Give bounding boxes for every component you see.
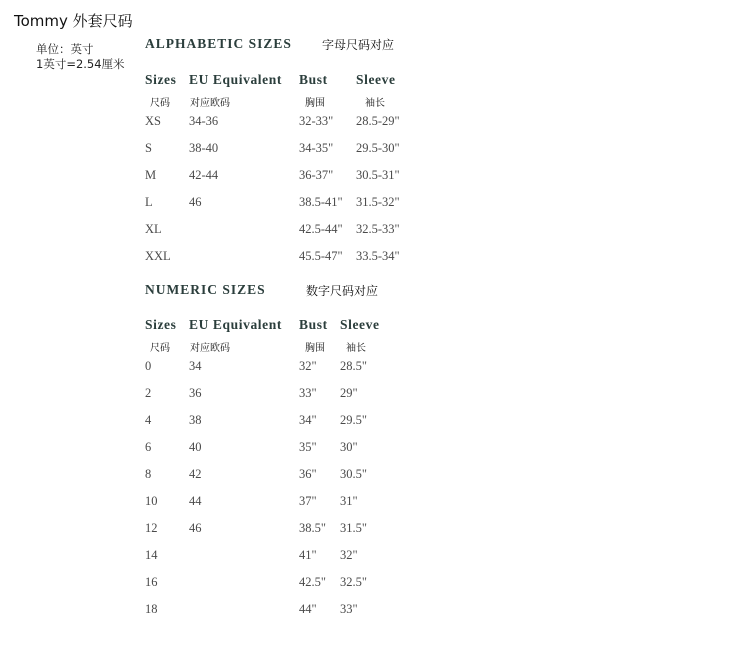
bust-cell: 34-35" [299,141,334,155]
sleeve-cell: 31.5" [340,521,367,535]
col-header-sleeve-cn: 袖长 [365,98,385,109]
col-header-bust-cn: 胸围 [305,98,325,109]
bust-cell: 41" [299,548,317,562]
col-header-bust: Bust [299,317,328,332]
bust-cell: 44" [299,602,317,616]
bust-cell: 36-37" [299,168,334,182]
bust-cell: 38.5" [299,521,326,535]
eu-cell: 34 [189,359,202,373]
size-cell: 8 [145,467,152,481]
eu-cell: 44 [189,494,202,508]
col-header-sleeve: Sleeve [340,317,380,332]
unit-label: 单位：英寸 [36,42,94,56]
size-cell: 18 [145,602,158,616]
eu-cell: 40 [189,440,202,454]
size-cell: M [145,168,157,182]
size-cell: S [145,141,152,155]
size-cell: 4 [145,413,152,427]
eu-cell: 46 [189,521,202,535]
bust-cell: 32-33" [299,114,334,128]
col-header-sleeve-cn: 袖长 [346,343,366,354]
sleeve-cell: 29.5-30" [356,141,400,155]
sleeve-cell: 32.5-33" [356,222,400,236]
sleeve-cell: 30" [340,440,358,454]
size-cell: 0 [145,359,152,373]
unit-conversion: 1英寸=2.54厘米 [36,57,125,71]
sleeve-cell: 32" [340,548,358,562]
size-cell: L [145,195,153,209]
size-cell: 14 [145,548,158,562]
col-header-eu: EU Equivalent [189,317,282,332]
size-cell: 10 [145,494,158,508]
alphabetic-sizes-heading-cn: 字母尺码对应 [322,38,395,52]
sleeve-cell: 28.5" [340,359,367,373]
bust-cell: 32" [299,359,317,373]
size-cell: 16 [145,575,158,589]
col-header-bust-cn: 胸围 [305,343,325,354]
bust-cell: 36" [299,467,317,481]
col-header-bust: Bust [299,72,328,87]
sleeve-cell: 28.5-29" [356,114,400,128]
eu-cell: 34-36 [189,114,219,128]
sleeve-cell: 29" [340,386,358,400]
sleeve-cell: 31" [340,494,358,508]
bust-cell: 34" [299,413,317,427]
numeric-sizes-heading-cn: 数字尺码对应 [306,284,379,298]
col-header-eu-cn: 对应欧码 [190,343,230,354]
eu-cell: 38-40 [189,141,219,155]
size-cell: 12 [145,521,158,535]
col-header-sizes-cn: 尺码 [150,343,170,354]
sleeve-cell: 33" [340,602,358,616]
size-cell: 6 [145,440,152,454]
eu-cell: 42 [189,467,202,481]
eu-cell: 42-44 [189,168,219,182]
numeric-sizes-heading: NUMERIC SIZES [145,282,266,297]
bust-cell: 37" [299,494,317,508]
sleeve-cell: 30.5" [340,467,367,481]
bust-cell: 42.5" [299,575,326,589]
bust-cell: 38.5-41" [299,195,343,209]
sleeve-cell: 29.5" [340,413,367,427]
col-header-sizes: Sizes [145,72,177,87]
col-header-eu: EU Equivalent [189,72,282,87]
eu-cell: 38 [189,413,202,427]
page-title: Tommy 外套尺码 [14,12,133,30]
col-header-sleeve: Sleeve [356,72,396,87]
bust-cell: 42.5-44" [299,222,343,236]
size-cell: 2 [145,386,152,400]
sleeve-cell: 30.5-31" [356,168,400,182]
bust-cell: 45.5-47" [299,249,343,263]
col-header-sizes: Sizes [145,317,177,332]
size-cell: XL [145,222,162,236]
bust-cell: 33" [299,386,317,400]
sleeve-cell: 32.5" [340,575,367,589]
eu-cell: 46 [189,195,202,209]
eu-cell: 36 [189,386,202,400]
col-header-sizes-cn: 尺码 [150,98,170,109]
size-cell: XS [145,114,161,128]
alphabetic-sizes-heading: ALPHABETIC SIZES [145,36,292,51]
size-cell: XXL [145,249,171,263]
col-header-eu-cn: 对应欧码 [190,98,230,109]
sleeve-cell: 31.5-32" [356,195,400,209]
sleeve-cell: 33.5-34" [356,249,400,263]
bust-cell: 35" [299,440,317,454]
